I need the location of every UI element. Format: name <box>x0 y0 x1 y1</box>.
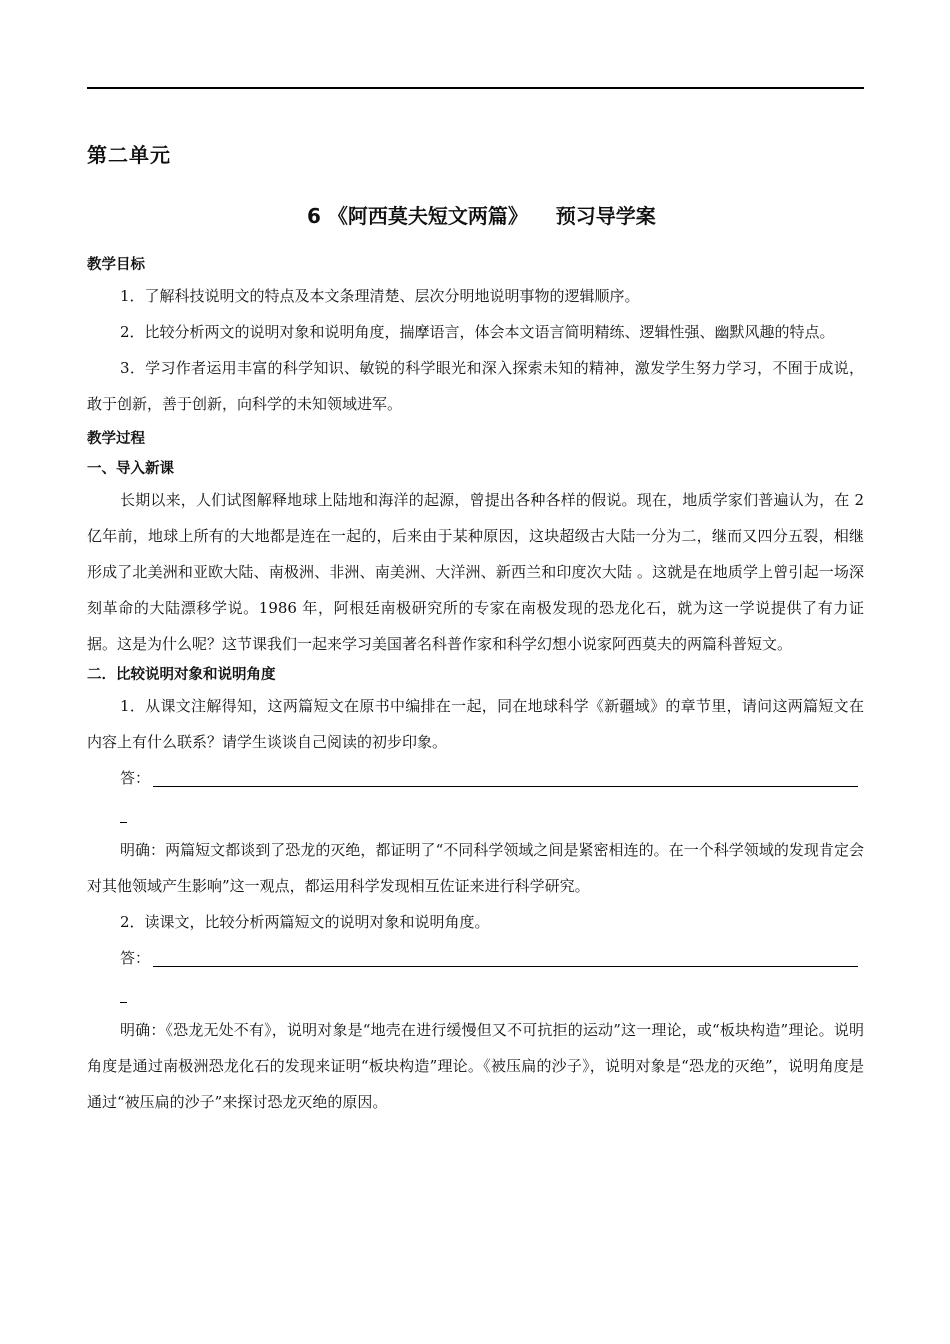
clarification-1: 明确：两篇短文都谈到了恐龙的灭绝，都证明了“不同科学领域之间是紧密相连的。在一个科学领域的发现肯定会对其他领域产生影响”这一观点，都运用科学发现相互佐证来进行科学研究。 <box>87 841 864 895</box>
answer-label-1: 答： <box>120 769 151 787</box>
header-rule <box>87 87 864 89</box>
section2-heading: 二．比较说明对象和说明角度 <box>87 667 276 683</box>
question-2: 2．读课文，比较分析两篇短文的说明对象和说明角度。 <box>120 913 490 931</box>
answer-field-2[interactable] <box>87 940 864 976</box>
goal-item-2: 2．比较分析两文的说明对象和说明角度，揣摩语言，体会本文语言简明精练、逻辑性强、幽默风趣的特点。 <box>120 323 835 341</box>
question-1: 1．从课文注解得知，这两篇短文在原书中编排在一起，同在地球科学《新疆域》的章节里，请问这两篇短文在内容上有什么联系？请学生谈谈自己阅读的初步印象。 <box>87 697 864 751</box>
section1-intro-text: 长期以来，人们试图解释地球上陆地和海洋的起源，曾提出各种各样的假说。现在，地质学家们普遍认为，在 2 亿年前，地球上所有的大地都是连在一起的，后来由于某种原因，这块超级古大陆一分为二，继而又四分五裂，相继形成了北美洲和亚欧大陆、南极洲、非洲、南美洲、大洋洲、新西兰和印度次大陆 。这就是在地质学上曾引起一场深刻革命的大陆漂移学说。1986 年，阿根廷南极研究所的专家在南极发现的恐龙化石，就为这一学说提供了有力证据。这是为什么呢？这节课我们一起来学习美国著名科普作家和科学幻想小说家阿西莫夫的两篇科普短文。 <box>87 491 864 653</box>
goal-item-1: 1．了解科技说明文的特点及本文条理清楚、层次分明地说明事物的逻辑顺序。 <box>120 287 640 305</box>
section1-heading: 一、导入新课 <box>87 461 174 477</box>
answer-underline-2 <box>153 966 858 967</box>
clarification-2: 明确：《恐龙无处不有》，说明对象是“地壳在进行缓慢但又不可抗拒的运动”这一理论，或“板块构造”理论。说明角度是通过南极洲恐龙化石的发现来证明“板块构造”理论。《被压扁的沙子》，说明对象是“恐龙的灭绝”，说明角度是通过“被压扁的沙子”来探讨恐龙灭绝的原因。 <box>87 1021 864 1111</box>
process-heading: 教学过程 <box>87 431 145 447</box>
answer-field-1-tail <box>87 796 864 832</box>
document-body <box>87 252 864 1120</box>
answer-field-2-tail <box>87 976 864 1012</box>
goal-item-3: 3．学习作者运用丰富的科学知识、敏锐的科学眼光和深入探索未知的精神，激发学生努力学习，不囿于成说，敢于创新，善于创新，向科学的未知领域进军。 <box>87 359 864 413</box>
lesson-title: 6 《阿西莫夫短文两篇》 预习导学案 <box>307 204 656 228</box>
answer-label-2: 答： <box>120 949 151 967</box>
answer-underline-1 <box>153 786 858 787</box>
answer-tail-dash-1 <box>120 822 127 823</box>
answer-tail-dash-2 <box>120 1002 127 1003</box>
unit-title: 第二单元 <box>87 143 171 167</box>
answer-field-1[interactable] <box>87 760 864 796</box>
goals-heading: 教学目标 <box>87 257 145 273</box>
